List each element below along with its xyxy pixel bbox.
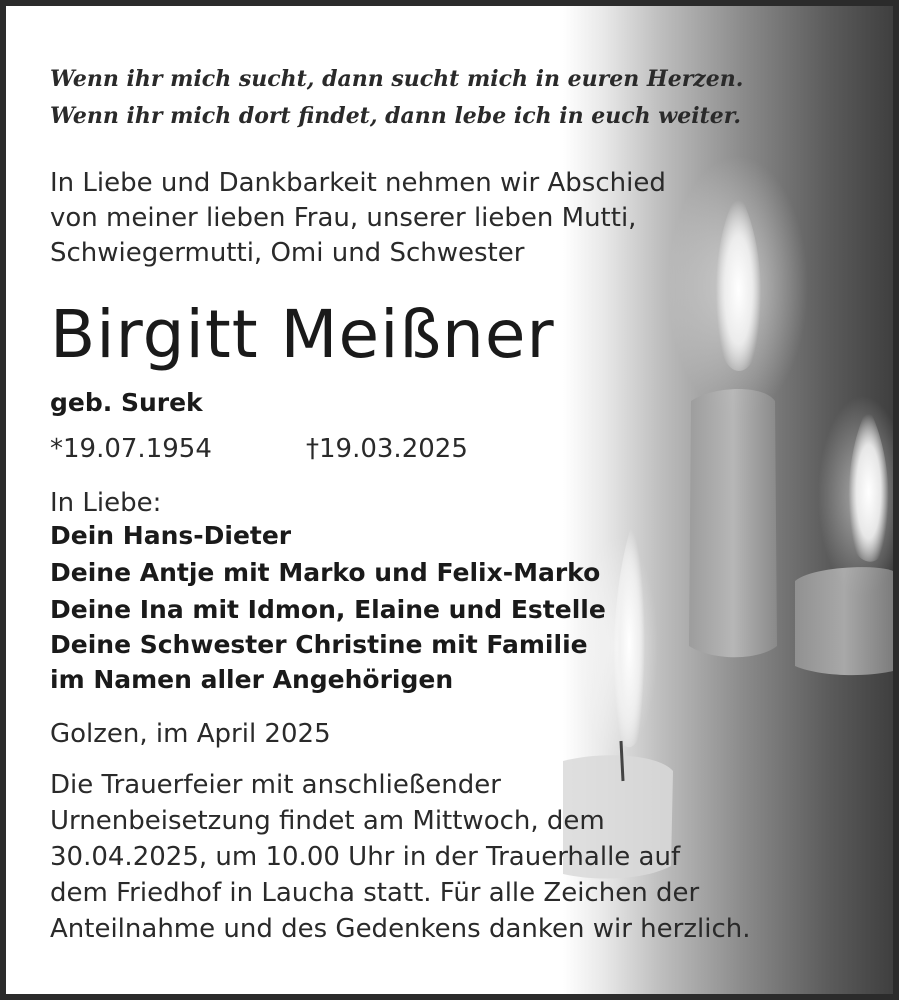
funeral-line-1: Die Trauerfeier mit anschließender (50, 770, 501, 800)
deceased-name: Birgitt Meißner (50, 296, 555, 373)
funeral-line-4: dem Friedhof in Laucha statt. Für alle Zeichen der (50, 878, 700, 908)
place-date: Golzen, im April 2025 (50, 719, 331, 749)
motto-line-2: Wenn ihr mich dort findet, dann lebe ich in euch weiter. (50, 103, 741, 129)
funeral-line-5: Anteilnahme und des Gedenkens danken wir herzlich. (50, 914, 751, 944)
wick-3 (621, 741, 623, 781)
candle-1 (689, 389, 777, 657)
motto-line-1: Wenn ihr mich sucht, dann sucht mich in euren Herzen. (50, 66, 744, 92)
candle-2 (795, 567, 893, 675)
intro-line-1: In Liebe und Dankbarkeit nehmen wir Abschied (50, 168, 666, 198)
death-date: †19.03.2025 (306, 434, 468, 464)
funeral-line-3: 30.04.2025, um 10.00 Uhr in der Trauerhalle auf (50, 842, 681, 872)
mourner-1: Dein Hans-Dieter (50, 521, 292, 550)
birth-date: *19.07.1954 (50, 434, 212, 464)
mourner-3: Deine Ina mit Idmon, Elaine und Estelle (50, 595, 606, 624)
funeral-line-2: Urnenbeisetzung findet am Mittwoch, dem (50, 806, 605, 836)
mourners-intro: In Liebe: (50, 488, 162, 518)
mourner-5: im Namen aller Angehörigen (50, 665, 454, 694)
maiden-name: geb. Surek (50, 388, 203, 417)
intro-line-3: Schwiegermutti, Omi und Schwester (50, 238, 525, 268)
mourner-4: Deine Schwester Christine mit Familie (50, 630, 588, 659)
mourner-2: Deine Antje mit Marko und Felix-Marko (50, 558, 601, 587)
intro-line-2: von meiner lieben Frau, unserer lieben Mutti, (50, 203, 637, 233)
